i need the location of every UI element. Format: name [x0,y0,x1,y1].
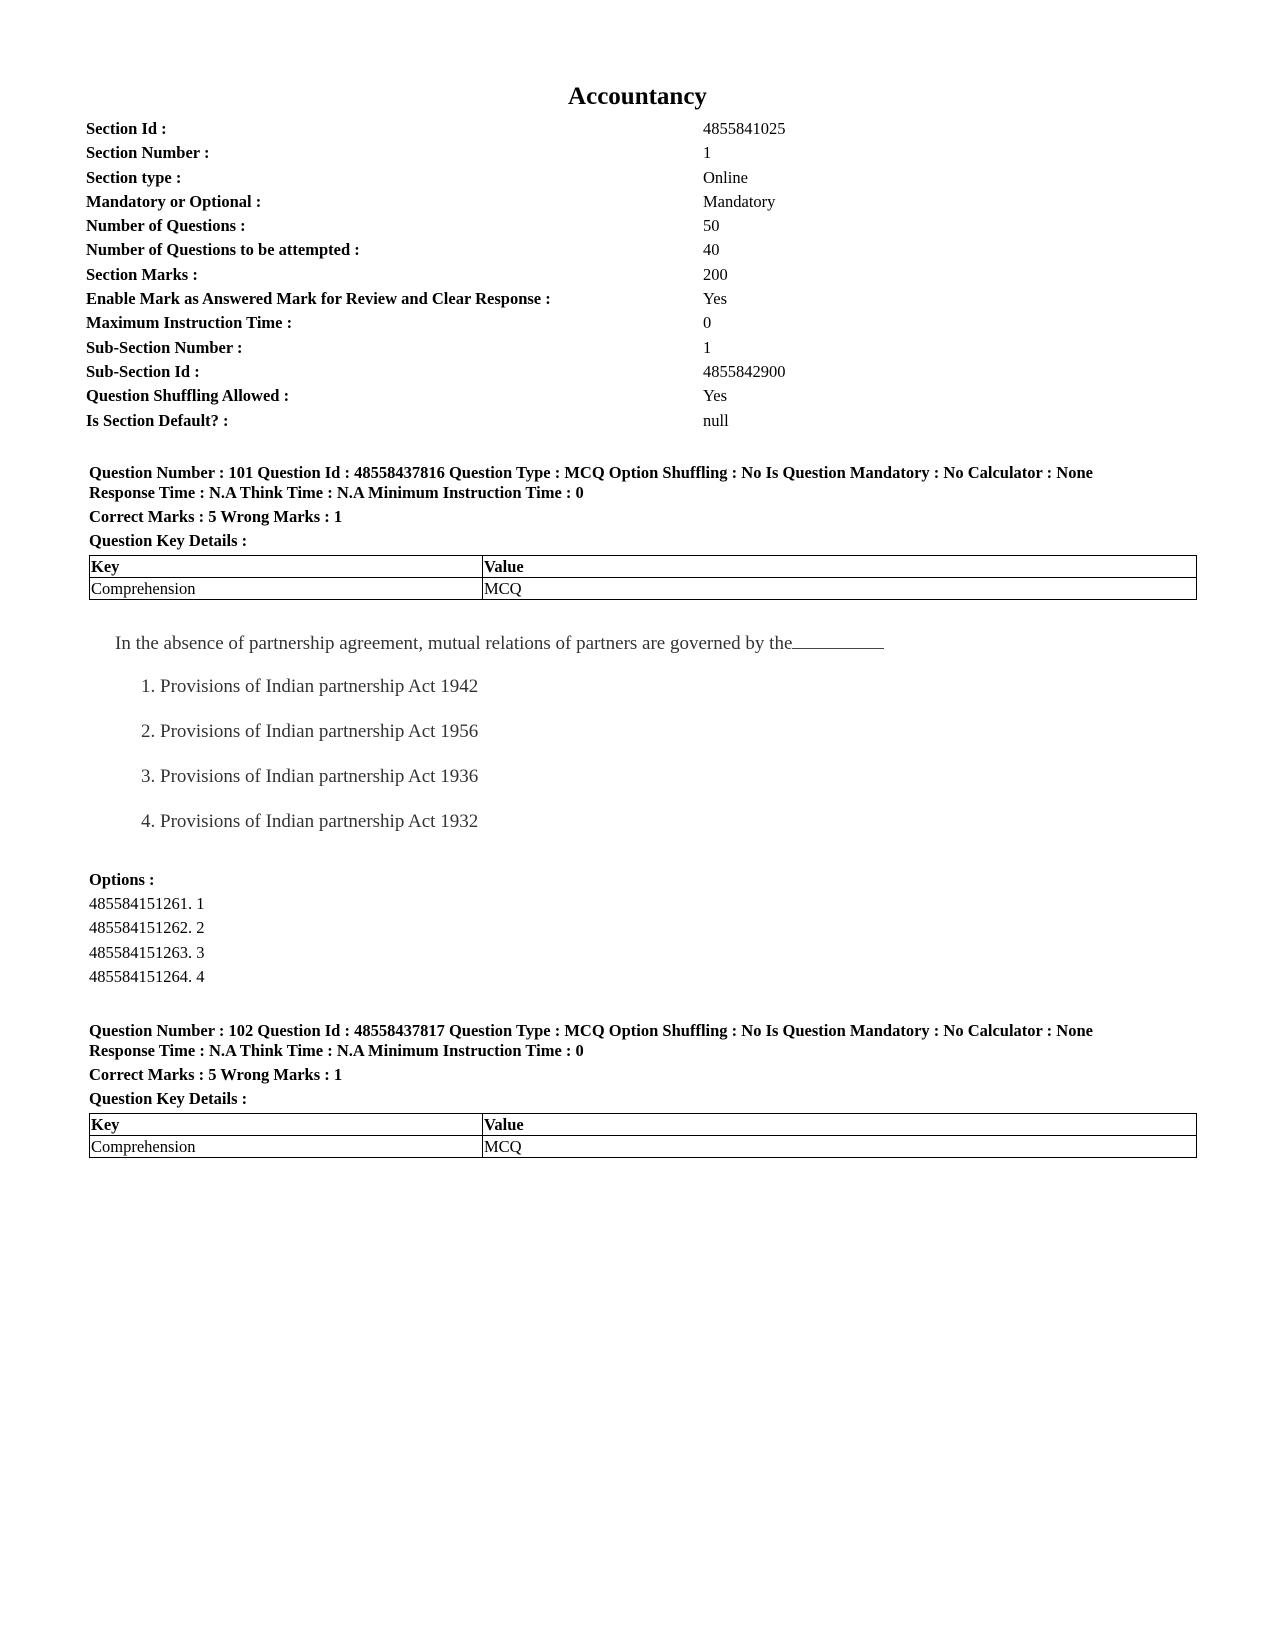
question-meta-line: Question Number : 101 Question Id : 48558437816 Question Type : MCQ Option Shuffling : No Is Question Mandatory : No Calculator : None [89,463,1093,482]
question-choice: 3. Provisions of Indian partnership Act 1936 [141,766,479,787]
question-choice: 2. Provisions of Indian partnership Act 1956 [141,721,479,742]
question-choice: 1. Provisions of Indian partnership Act 1942 [141,676,479,697]
option-item: 485584151262. 2 [89,918,205,938]
info-value: Mandatory [703,191,776,211]
info-row-num-questions [86,214,1186,238]
info-value: Yes [703,289,728,309]
question-text-content: In the absence of partnership agreement, mutual relations of partners are governed by the [115,633,793,654]
info-label: Mandatory or Optional : [86,191,262,211]
info-row-section-id [86,117,1186,141]
page-title: Accountancy [568,83,707,110]
key-details-title: Question Key Details : [89,531,248,550]
question-102 [89,1021,1199,1158]
table-header-row [90,1114,1197,1136]
question-marks: Correct Marks : 5 Wrong Marks : 1 [89,1065,343,1084]
info-row-section-default [86,409,1186,433]
table-header-cell: Value [483,556,1197,578]
key-details-table [89,1113,1197,1158]
question-marks: Correct Marks : 5 Wrong Marks : 1 [89,507,343,526]
info-label: Enable Mark as Answered Mark for Review and Clear Response : [86,289,551,309]
key-details-table [89,555,1197,600]
info-row-mandatory [86,190,1186,214]
info-value: null [703,410,729,430]
table-cell: MCQ [483,1136,1197,1158]
info-row-section-marks [86,263,1186,287]
info-value: 0 [703,313,712,333]
info-label: Section Id : [86,119,167,138]
question-text [115,632,884,655]
question-101 [89,463,1199,600]
info-value: 4855842900 [703,361,786,381]
info-label: Sub-Section Id : [86,361,200,381]
info-row-enable-mark [86,287,1186,311]
table-cell: Comprehension [90,578,483,600]
question-image [113,626,933,846]
table-cell: Comprehension [90,1136,483,1158]
info-label: Section Marks : [86,264,198,284]
info-label: Is Section Default? : [86,410,229,430]
table-header-cell: Key [90,1114,483,1136]
info-label: Section type : [86,167,182,187]
question-meta-line: Response Time : N.A Think Time : N.A Minimum Instruction Time : 0 [89,483,584,502]
options-title: Options : [89,870,155,889]
info-row-max-instruction [86,311,1186,335]
info-value: Yes [703,386,728,406]
question-meta-line: Response Time : N.A Think Time : N.A Minimum Instruction Time : 0 [89,1041,584,1060]
info-row-subsection-id [86,360,1186,384]
answer-blank [792,632,884,649]
question-meta-line: Question Number : 102 Question Id : 48558437817 Question Type : MCQ Option Shuffling : No Is Question Mandatory : No Calculator : None [89,1021,1093,1040]
option-item: 485584151263. 3 [89,942,205,962]
info-value: 40 [703,240,720,260]
info-value: 4855841025 [703,119,786,138]
info-value: 1 [703,143,712,163]
info-row-section-type [86,166,1186,190]
info-value: 1 [703,337,712,357]
option-item: 485584151261. 1 [89,894,205,913]
info-value: 50 [703,216,720,236]
key-details-title: Question Key Details : [89,1089,248,1108]
section-info [86,117,1186,433]
info-row-section-number [86,141,1186,165]
info-value: Online [703,167,748,187]
table-row [90,578,1197,600]
info-value: 200 [703,264,728,284]
info-label: Number of Questions to be attempted : [86,240,360,260]
info-label: Maximum Instruction Time : [86,313,293,333]
table-header-row [90,556,1197,578]
info-label: Sub-Section Number : [86,337,243,357]
table-header-cell: Key [90,556,483,578]
info-label: Question Shuffling Allowed : [86,386,290,406]
info-row-num-attempted [86,238,1186,262]
option-item: 485584151264. 4 [89,966,205,986]
table-row [90,1136,1197,1158]
options-block [89,868,205,989]
info-row-subsection-number [86,336,1186,360]
info-row-shuffling [86,384,1186,408]
table-header-cell: Value [483,1114,1197,1136]
table-cell: MCQ [483,578,1197,600]
question-choice: 4. Provisions of Indian partnership Act 1932 [141,811,479,832]
info-label: Section Number : [86,143,210,163]
info-label: Number of Questions : [86,216,246,236]
